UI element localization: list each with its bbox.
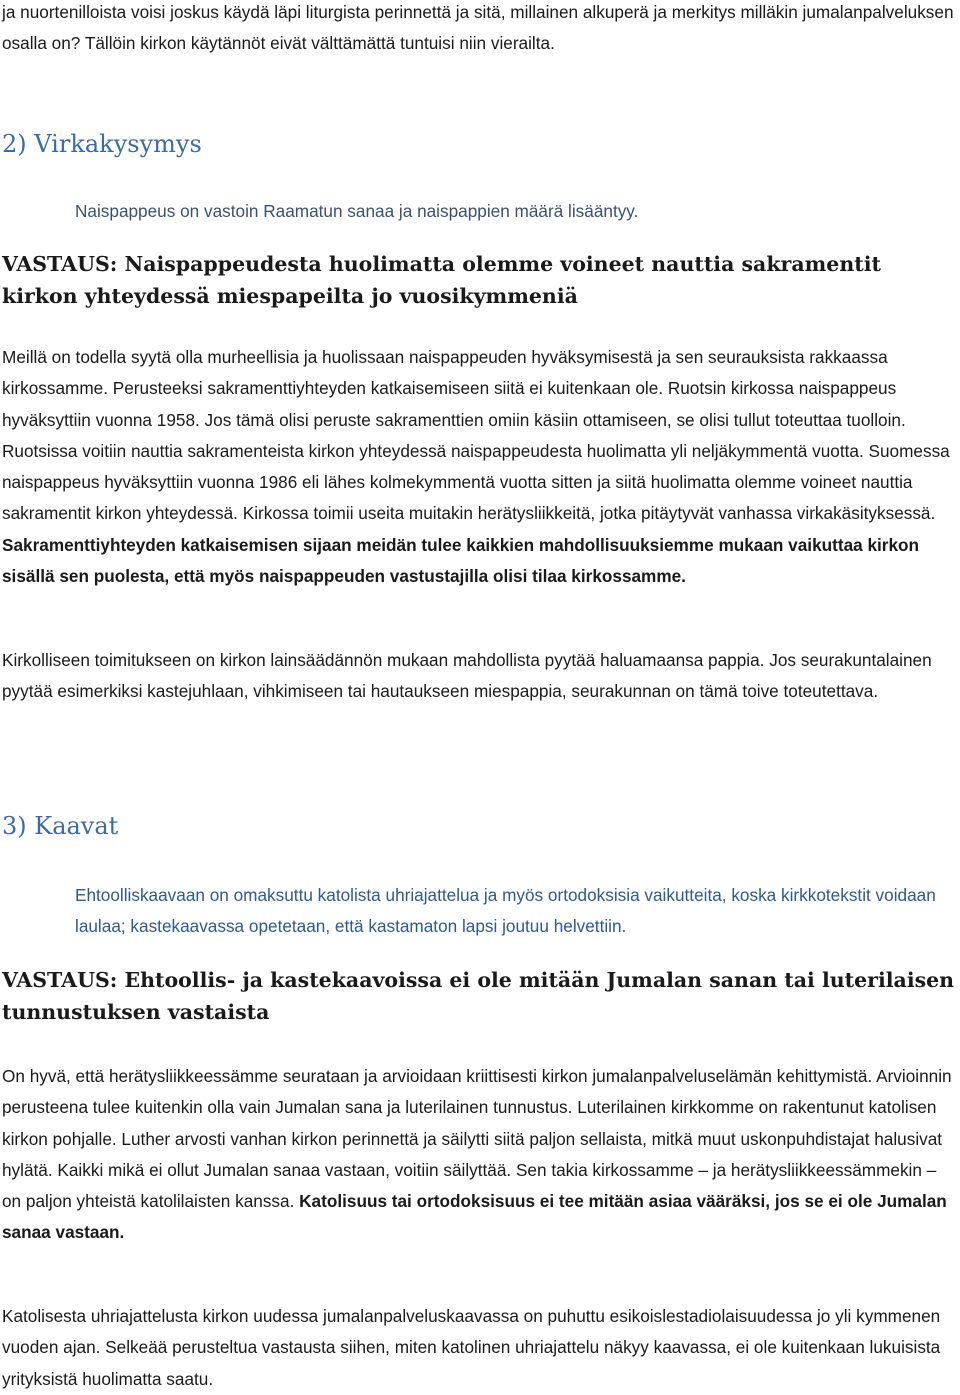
section-2-paragraph-1-text: Meillä on todella syytä olla murheellisia ja huolissaan naispappeuden hyväksymisestä ja sen seurauksista rakkaassa kirkossamme. Perusteeksi sakramenttiyhteyden katkaisemiseen siitä ei kuitenkaan ole. Ruotsin kirkossa naispappeus hyväksyttiin vuonna 1958. Jos tämä olisi peruste sakramenttien omiin käsiin ottamiseen, se olisi tullut toteuttaa tuolloin. Ruotsissa voitiin nauttia sakramenteista kirkon yhteydessä naispappeudesta huolimatta yli neljäkymmentä vuotta. Suomessa naispappeus hyväksyttiin vuonna 1986 eli lähes kolmekymmentä vuotta sitten ja siitä huolimatta olemme voineet nauttia sakramentit kirkon yhteydessä. Kirkossa toimii useita muitakin herätysliikkeitä, jotka pitäytyvät vanhassa virkakäsityksessä.	[2, 347, 950, 524]
section-2-claim: Naispappeus on vastoin Raamatun sanaa ja naispappien määrä lisääntyy.	[75, 201, 639, 221]
section-3-paragraph-1-bold: Katolisuus tai ortodoksisuus ei tee mitään asiaa vääräksi, jos se ei ole Jumalan sanaa vastaan.	[2, 1191, 947, 1243]
section-2-paragraph-1	[2, 342, 957, 592]
section-3-paragraph-1-text: On hyvä, että herätysliikkeessämme seurataan ja arvioidaan kriittisesti kirkon jumalanpalveluselämän kehittymistä. Arvioinnin perusteena tulee kuitenkin olla vain Jumalan sana ja luterilainen tunnustus. Luterilainen kirkkomme on rakentunut katolisen kirkon pohjalle. Luther arvosti vanhan kirkon perinnettä ja säilytti siitä paljon sellaista, mitkä muut uskonpuhdistajat halusivat hylätä. Kaikki mikä ei ollut Jumalan sanaa vastaan, voitiin säilyttää. Sen takia kirkossamme – ja herätysliikkeessämmekin – on paljon yhteistä katolilaisten kanssa.	[2, 1066, 952, 1212]
section-2-answer-heading: VASTAUS: Naispappeudesta huolimatta olemme voineet nauttia sakramentit kirkon yhteydessä miespapeilta jo vuosikymmeniä	[2, 252, 881, 308]
section-3-claim: Ehtoolliskaavaan on omaksuttu katolista uhriajattelua ja myös ortodoksisia vaikutteita, koska kirkkotekstit voidaan laulaa; kastekaavassa opetetaan, että kastamaton lapsi joutuu helvettiin.	[75, 885, 936, 937]
section-3-heading: 3) Kaavat	[2, 812, 119, 840]
intro-paragraph: ja nuortenilloista voisi joskus käydä läpi liturgista perinnettä ja sitä, millainen alkuperä ja merkitys milläkin jumalanpalveluksen osalla on? Tällöin kirkon käytännöt eivät välttämättä tuntuisi niin vierailta.	[2, 2, 954, 54]
section-3-answer-heading: VASTAUS: Ehtoollis- ja kastekaavoissa ei ole mitään Jumalan sanan tai luterilaisen tunnustuksen vastaista	[2, 968, 955, 1024]
section-3-paragraph-2: Katolisesta uhriajattelusta kirkon uudessa jumalanpalveluskaavassa on puhuttu esikoislestadiolaisuudessa jo yli kymmenen vuoden ajan. Selkeää perusteltua vastausta siihen, miten katolinen uhriajattelu näkyy kaavassa, ei ole kuitenkaan lukuisista yrityksistä huolimatta saatu.	[2, 1306, 941, 1389]
section-2-paragraph-1-bold: Sakramenttiyhteyden katkaisemisen sijaan meidän tulee kaikkien mahdollisuuksiemme mukaan vaikuttaa kirkon sisällä sen puolesta, että myös naispappeuden vastustajilla olisi tilaa kirkossamme.	[2, 534, 920, 587]
section-3-paragraph-1	[2, 1061, 957, 1249]
section-2-paragraph-2: Kirkolliseen toimitukseen on kirkon lainsäädännön mukaan mahdollista pyytää haluamaansa pappia. Jos seurakuntalainen pyytää esimerkiksi kastejuhlaan, vihkimiseen tai hautaukseen miespappia, seurakunnan on tämä toive toteutettava.	[2, 650, 932, 702]
section-2-heading: 2) Virkakysymys	[2, 130, 202, 158]
